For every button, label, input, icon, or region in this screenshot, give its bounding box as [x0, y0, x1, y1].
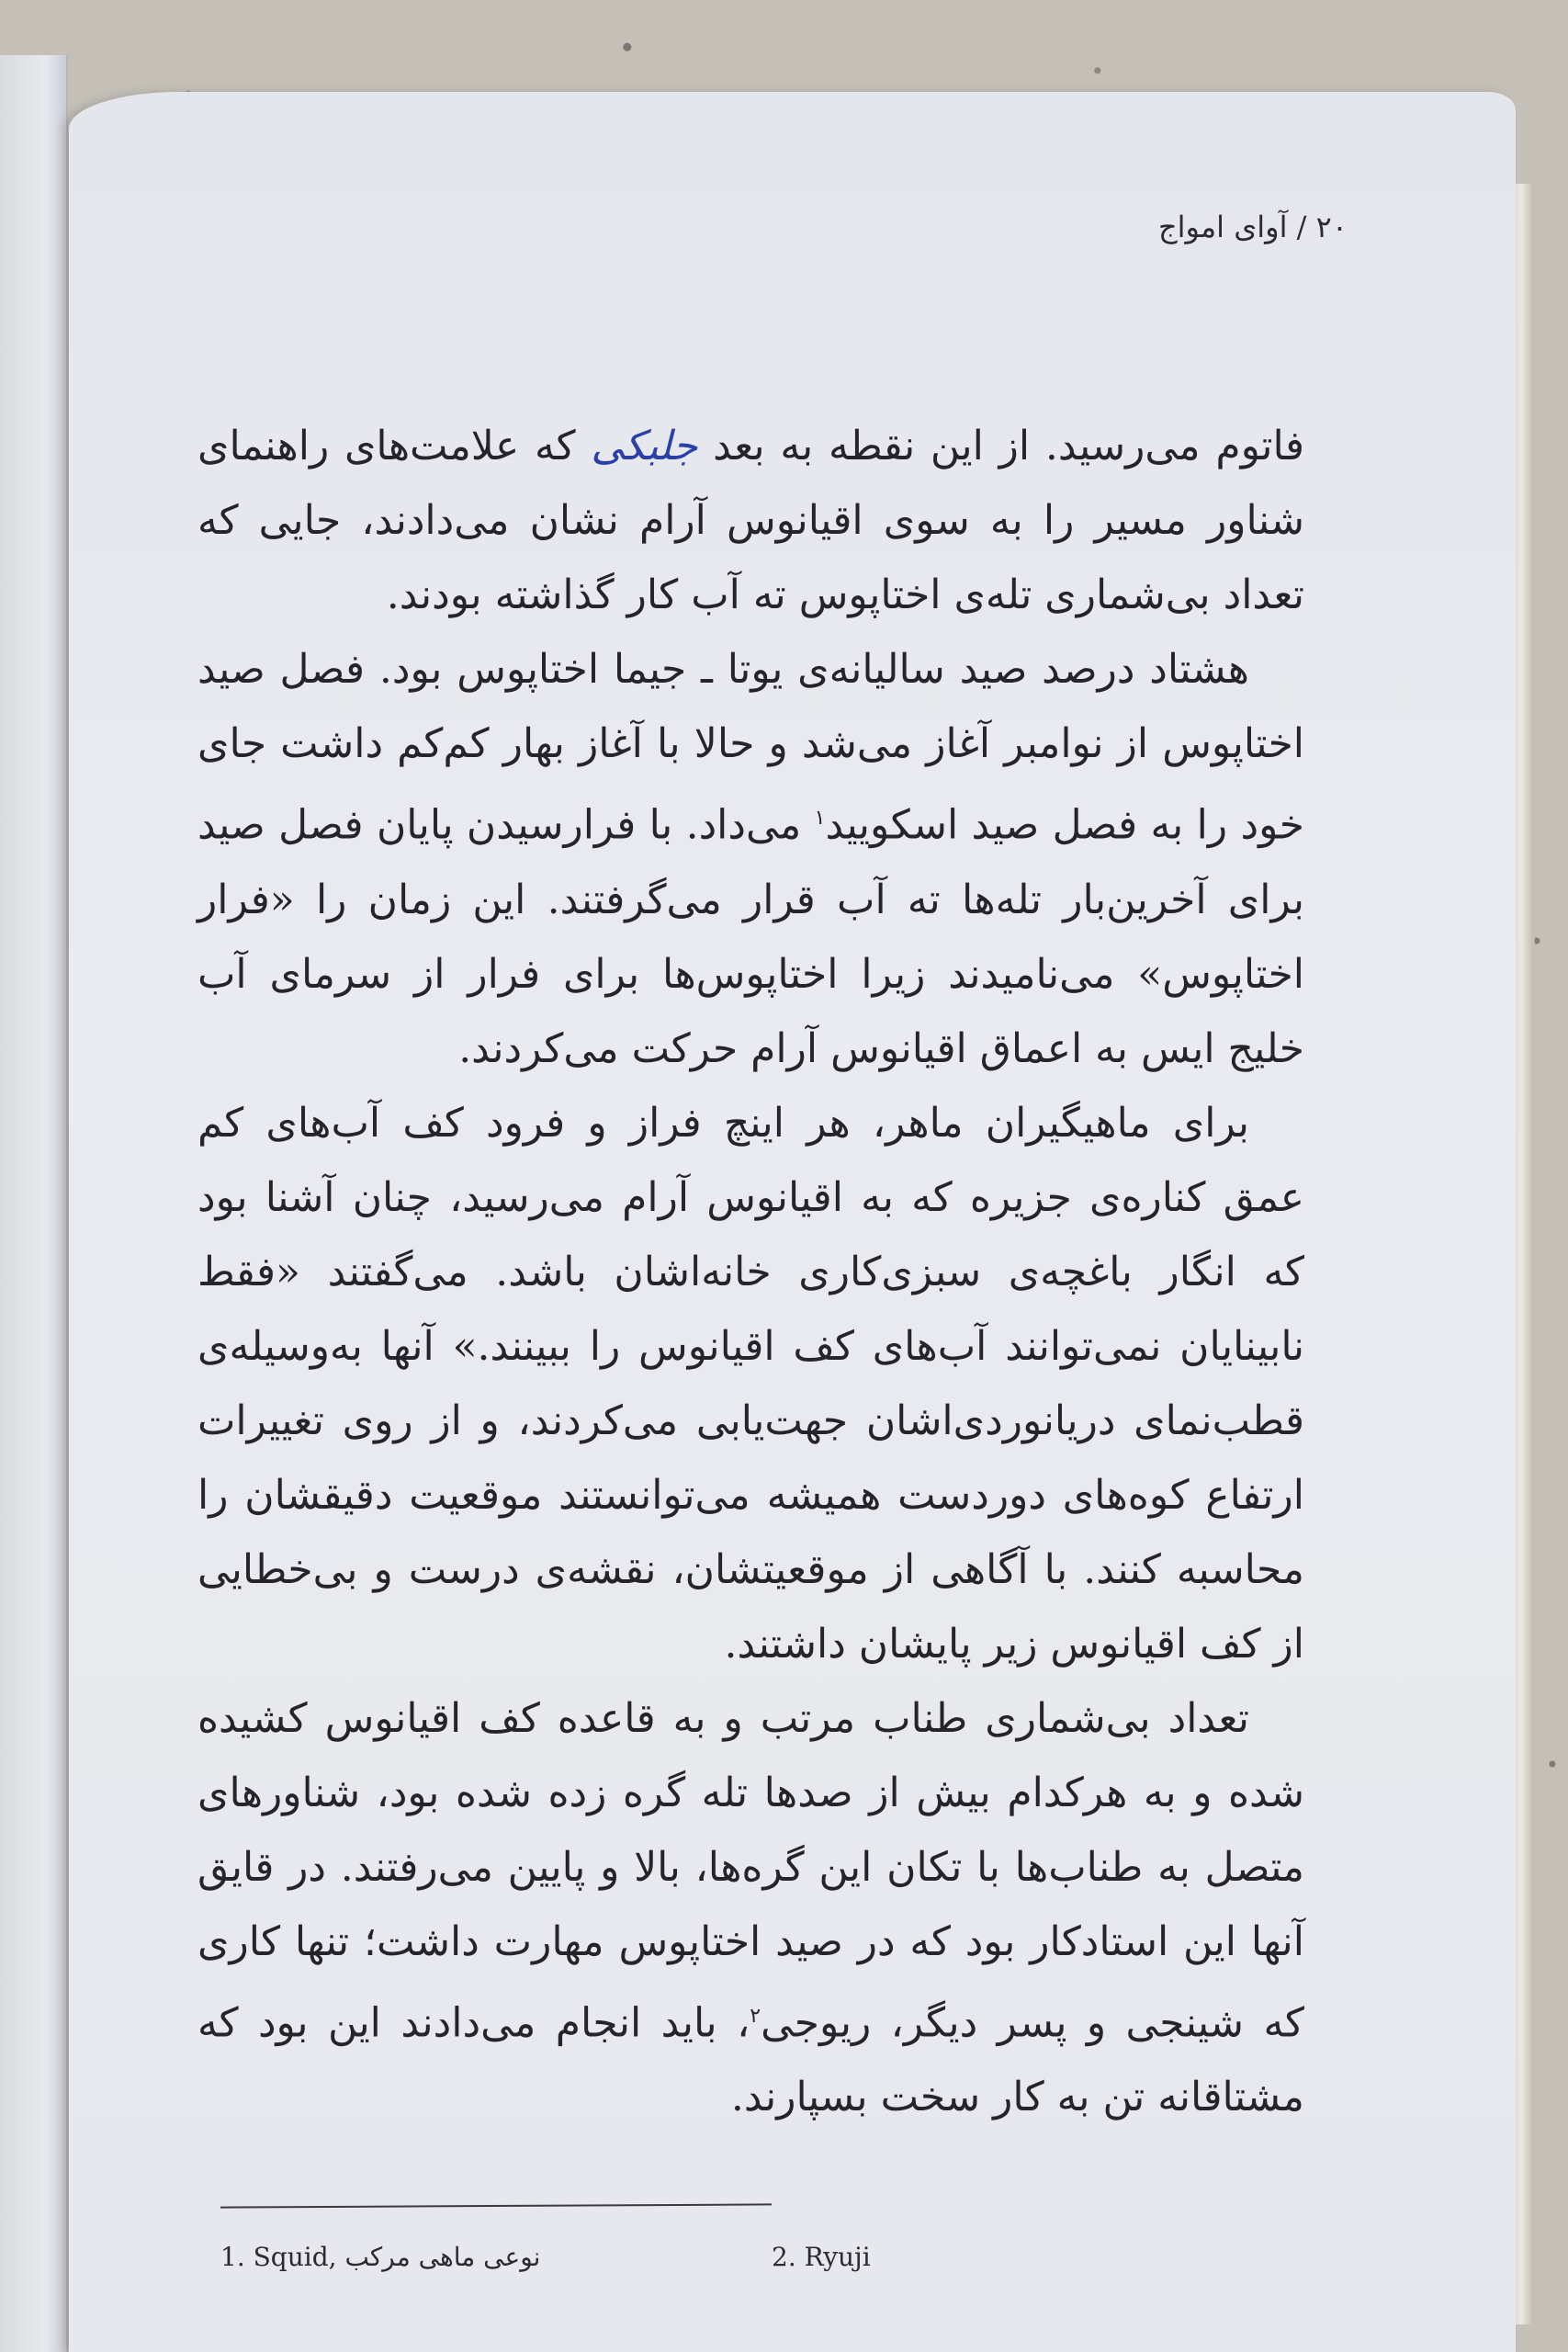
paragraph-1-text-end: که علامت‌های راهنمای شناور مسیر را به سوی اقیانوس آرام نشان می‌دادند، جایی که تعداد بی‌شماری تله‌ی اختاپوس ته آب کار گذاشته بودند.	[197, 423, 1304, 618]
paragraph-1-text-start: فاتوم می‌رسید. از این نقطه به بعد	[713, 423, 1304, 469]
running-header: ۲۰ / آوای امواج	[1157, 209, 1348, 244]
footnote-2: 2. Ryuji	[772, 2242, 871, 2272]
footnote-marker-2: ۲	[750, 2004, 761, 2028]
left-page-edge	[0, 55, 68, 2352]
paragraph-3-text: برای ماهیگیران ماهر، هر اینچ فراز و فرود کف آب‌های کم عمق کناره‌ی جزیره که به اقیانوس آرام می‌رسید، چنان آشنا بود که انگار باغچه‌ی سبزی‌کاری خانه‌اشان باشد. می‌گفتند «فقط نابینایان نمی‌توانند آب‌های کف اقیانوس را ببینند.» آنها به‌وسیله‌ی قطب‌نمای دریانوردی‌اشان جهت‌یابی می‌کردند، و از روی تغییرات ارتفاع کوه‌های دوردست همیشه می‌توانستند موقعیت دقیقشان را محاسبه کنند. با آگاهی از موقعیتشان، نقشه‌ی درست و بی‌خطایی از کف اقیانوس زیر پایشان داشتند.	[197, 1099, 1304, 1668]
paragraph-4	[197, 1681, 1304, 2135]
paragraph-2-text-start: هشتاد درصد صید سالیانه‌ی یوتا ـ جیما اختاپوس بود. فصل صید اختاپوس از نوامبر آغاز می‌شد و حالا با آغاز بهار کم‌کم داشت جای خود را به فصل صید اسکویید	[197, 646, 1304, 849]
paragraph-3	[197, 1086, 1304, 1681]
paragraph-2	[197, 632, 1304, 1086]
footnote-1: 1. Squid, نوعی ماهی مرکب	[220, 2242, 541, 2272]
paragraph-4-text-end: ، باید انجام می‌دادند این بود که مشتاقانه تن به کار سخت بسپارند.	[197, 1999, 1304, 2121]
paragraph-1	[197, 409, 1304, 632]
paragraph-4-text-start: تعداد بی‌شماری طناب مرتب و به قاعده کف اقیانوس کشیده شده و به هرکدام بیش از صدها تله گره زده شده بود، شناورهای متصل به طناب‌ها با تکان این گره‌ها، بالا و پایین می‌رفتند. در قایق آنها این استادکار بود که در صید اختاپوس مهارت داشت؛ تنها کاری که شینجی و پسر دیگر، ریوجی	[197, 1694, 1304, 2047]
page-body	[197, 409, 1304, 2134]
footnote-marker-1: ۱	[814, 807, 826, 830]
paragraph-2-text-end: می‌داد. با فرارسیدن پایان فصل صید برای آخرین‌بار تله‌ها ته آب قرار می‌گرفتند. این زمان را «فرار اختاپوس» می‌نامیدند زیرا اختاپوس‌ها برای فرار از سرمای آب خلیج ایس به اعماق اقیانوس آرام حرکت می‌کردند.	[197, 801, 1304, 1072]
handwritten-note: جلبکی	[591, 423, 698, 469]
